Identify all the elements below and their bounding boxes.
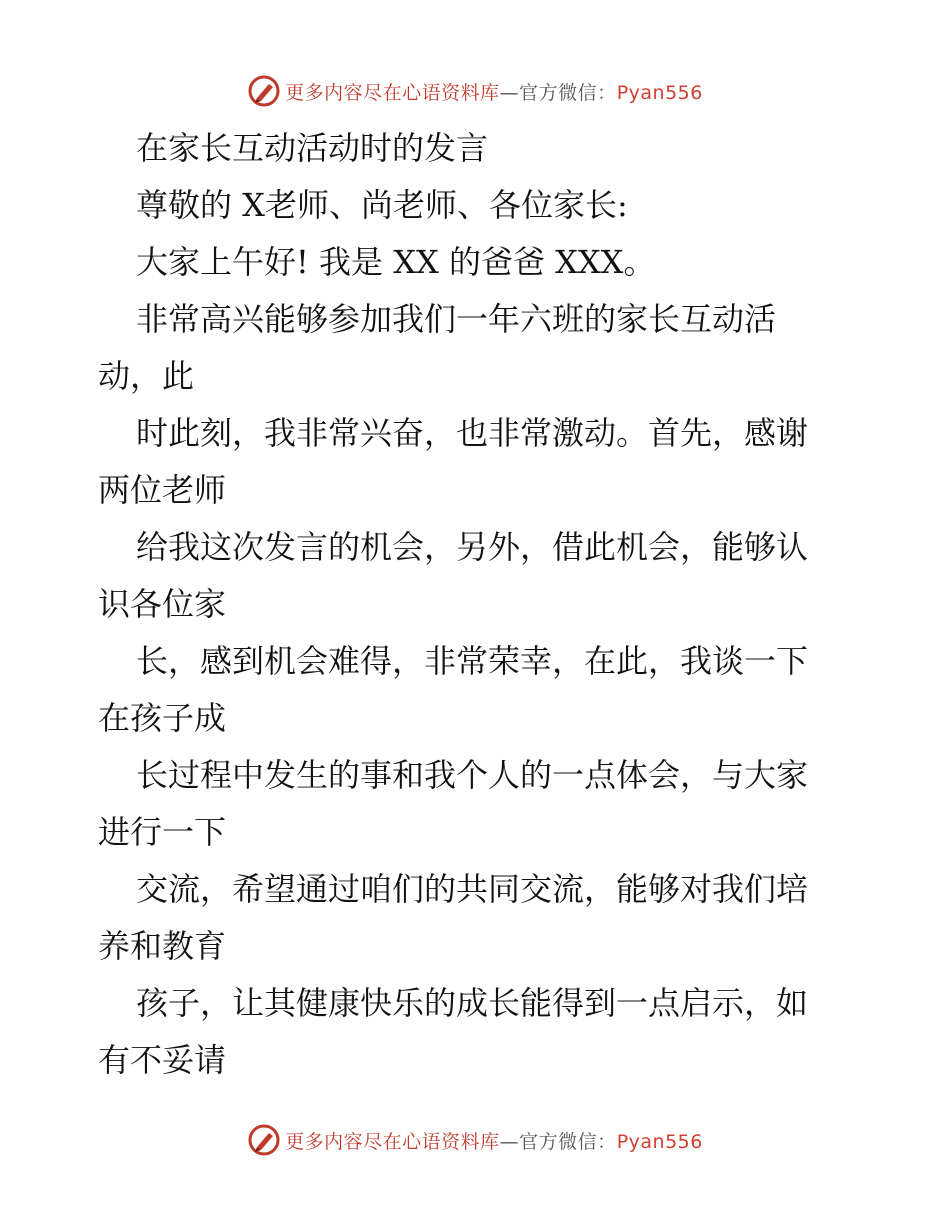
text-line: 动，此 [98, 357, 195, 395]
watermark-wechat-id: Pyan556 [616, 1130, 703, 1153]
text-line: 孩子，让其健康快乐的成长能得到一点启示，如 [136, 984, 809, 1022]
footer-watermark [0, 1120, 950, 1160]
pen-logo-icon [247, 1123, 281, 1157]
text-line: 长过程中发生的事和我个人的一点体会，与大家 [136, 756, 809, 794]
watermark-label: 官方微信： [519, 1130, 617, 1153]
text-line: 在孩子成 [98, 699, 227, 737]
text-line: 长，感到机会难得，非常荣幸，在此，我谈一下 [136, 642, 809, 680]
text-line: 在家长互动活动时的发言 [136, 129, 489, 167]
text-line: 尊敬的 X老师、尚老师、各位家长: [136, 186, 628, 224]
watermark-main-text: 更多内容尽在心语资料库 [285, 1130, 500, 1153]
text-line: 非常高兴能够参加我们一年六班的家长互动活 [136, 300, 777, 338]
watermark-wechat-id: Pyan556 [616, 81, 703, 104]
text-line: 有不妥请 [98, 1041, 227, 1079]
text-line: 大家上午好! 我是 XX 的爸爸 XXX。 [136, 243, 656, 281]
text-line: 识各位家 [98, 585, 227, 623]
text-line: 时此刻，我非常兴奋，也非常激动。首先，感谢 [136, 414, 809, 452]
header-watermark [0, 71, 950, 111]
watermark-label: 官方微信： [519, 81, 617, 104]
text-line: 交流，希望通过咱们的共同交流，能够对我们培 [136, 870, 809, 908]
watermark-separator: — [499, 81, 520, 104]
watermark-main-text: 更多内容尽在心语资料库 [285, 81, 500, 104]
pen-logo-icon [247, 74, 281, 108]
watermark-separator: — [499, 1130, 520, 1153]
text-line: 给我这次发言的机会，另外，借此机会，能够认 [136, 528, 809, 566]
text-line: 养和教育 [98, 927, 227, 965]
text-line: 两位老师 [98, 471, 227, 509]
text-line: 进行一下 [98, 813, 227, 851]
document-body [98, 120, 858, 1089]
